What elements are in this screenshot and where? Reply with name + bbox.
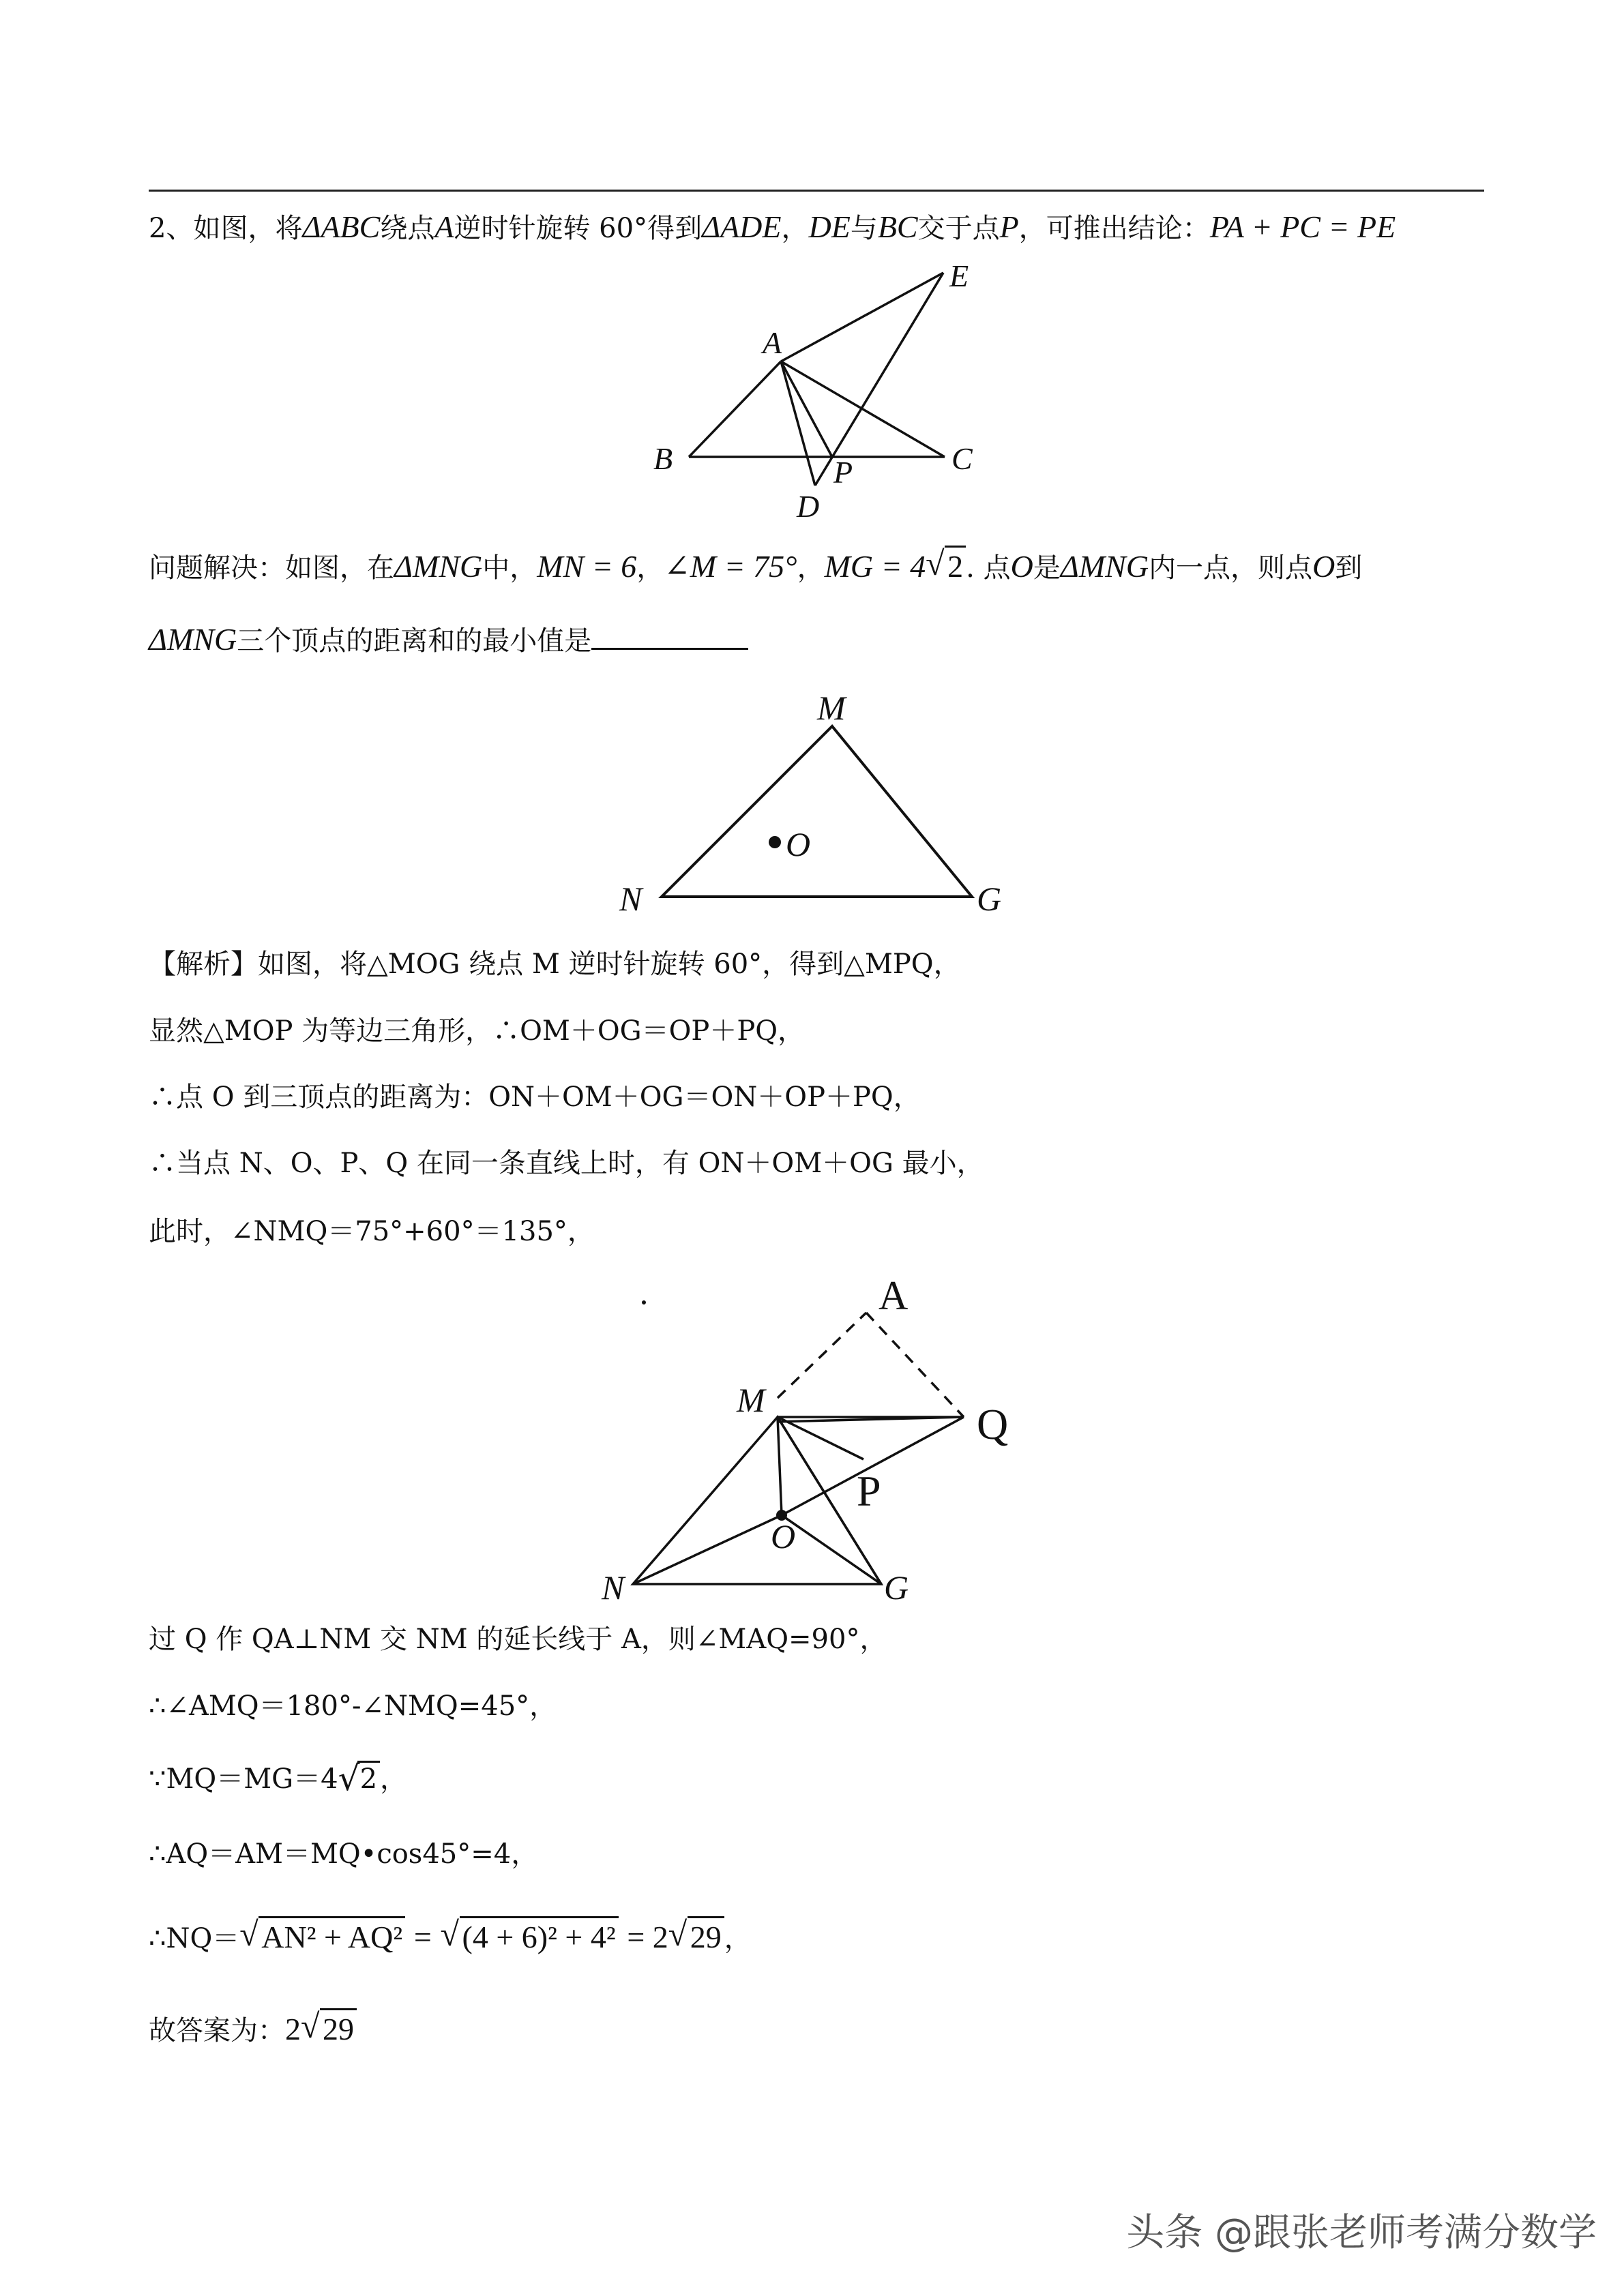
- label-M: M: [817, 689, 846, 727]
- label-P: P: [833, 455, 853, 490]
- solution-line-1: 【解析】如图，将△MOG 绕点 M 逆时针旋转 60°，得到△MPQ，: [149, 949, 961, 980]
- solution-line-10: ∴NQ＝√ AN² + AQ² = √ (4 + 6)² + 4² = 2√ 29 ，: [149, 1916, 752, 1956]
- label-D: D: [797, 489, 820, 524]
- label-G: G: [977, 880, 1002, 918]
- question-line-1: 问题解决：如图，在ΔMNG中，MN = 6，∠M = 75°，MG = 4√ 2 . 点O是ΔMNG内一点，则点O到: [149, 546, 1362, 585]
- label-P: P: [857, 1467, 881, 1515]
- solution-line-7: ∴∠AMQ＝180°-∠NMQ=45°，: [149, 1690, 557, 1722]
- label-C: C: [951, 441, 973, 476]
- watermark: 头条 @跟张老师考满分数学: [1126, 2211, 1597, 2255]
- solution-line-6: 过 Q 作 QA⊥NM 交 NM 的延长线于 A，则∠MAQ=90°，: [149, 1624, 887, 1655]
- label-M: M: [737, 1381, 765, 1419]
- label-A: A: [879, 1273, 909, 1318]
- label-O: O: [786, 825, 811, 863]
- figure-rotation-abc: [614, 252, 1037, 525]
- label-B: B: [653, 441, 673, 476]
- solution-line-8: ∵MQ＝MG＝4√ 2 ，: [149, 1761, 407, 1795]
- figure-triangle-mng: [600, 682, 1023, 934]
- solution-line-5: 此时，∠NMQ＝75°+60°＝135°，: [149, 1216, 595, 1247]
- problem-statement: 2、如图，将ΔABC绕点A逆时针旋转 60°得到ΔADE，DE与BC交于点P，可推出结论：PA + PC = PE: [149, 209, 1396, 244]
- solution-line-4: ∴当点 N、O、P、Q 在同一条直线上时，有 ON＋OM＋OG 最小，: [149, 1148, 984, 1179]
- label-Q: Q: [977, 1400, 1009, 1448]
- solution-line-3: ∴点 O 到三顶点的距离为：ON＋OM＋OG＝ON＋OP＋PQ，: [149, 1082, 921, 1113]
- label-A: A: [763, 325, 782, 360]
- label-N: N: [619, 880, 643, 918]
- solution-line-2: 显然△MOP 为等边三角形，∴OM＋OG＝OP＋PQ，: [149, 1015, 806, 1047]
- figure-solution-construction: [587, 1268, 1064, 1609]
- label-E: E: [949, 258, 969, 293]
- solution-line-9: ∴AQ＝AM＝MQ•cos45°=4，: [149, 1838, 539, 1870]
- question-line-2: ΔMNG三个顶点的距离和的最小值是: [149, 621, 748, 658]
- top-rule: [149, 190, 1484, 192]
- label-G: G: [884, 1568, 909, 1607]
- label-N: N: [602, 1568, 625, 1607]
- answer-blank: [591, 625, 748, 650]
- answer-line: 故答案为：2√ 29: [149, 2008, 357, 2048]
- label-O: O: [771, 1517, 796, 1555]
